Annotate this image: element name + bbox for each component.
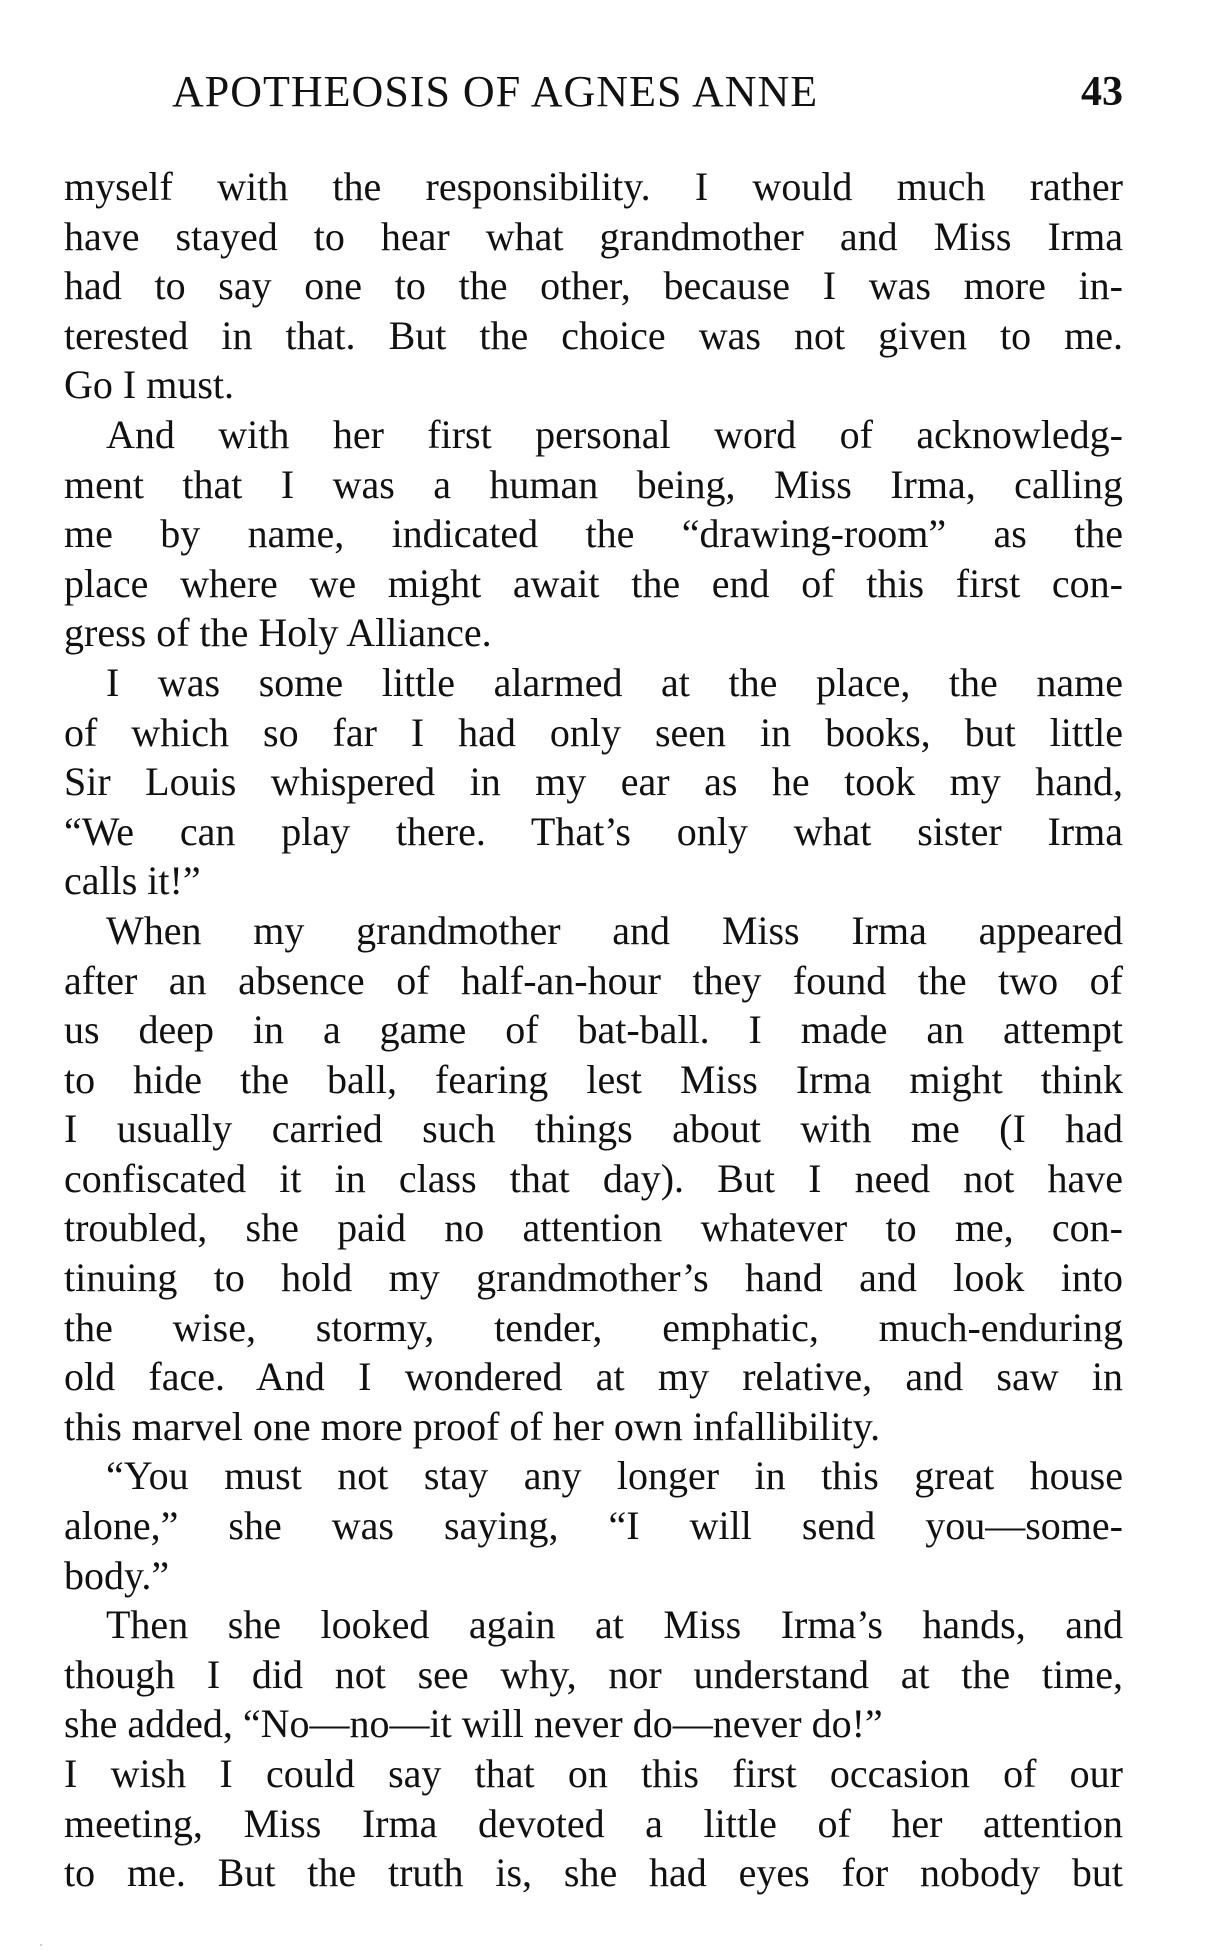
text-line: body.”: [64, 1552, 170, 1598]
text-line: though I did not see why, nor understand at the time,: [64, 1651, 1123, 1697]
text-line: the wise, stormy, tender, emphatic, much-enduring: [64, 1304, 1123, 1350]
text-line: confiscated it in class that day). But I need not have: [64, 1155, 1123, 1201]
text-line: ment that I was a human being, Miss Irma, calling: [64, 461, 1123, 507]
text-line: have stayed to hear what grandmother and Miss Irma: [64, 213, 1123, 259]
text-line: calls it!”: [64, 858, 201, 904]
paragraph-first-line: Then she looked again at Miss Irma’s hands, and: [106, 1602, 1123, 1648]
page-header: [64, 62, 1123, 122]
scan-speck: [40, 1944, 42, 1946]
text-line: after an absence of half-an-hour they found the two of: [64, 957, 1123, 1003]
text-line: troubled, she paid no attention whatever to me, con-: [64, 1205, 1123, 1251]
text-line: tinuing to hold my grandmother’s hand and look into: [64, 1255, 1123, 1301]
text-line: gress of the Holy Alliance.: [64, 610, 492, 656]
paragraph-first-line: I was some little alarmed at the place, the name: [106, 659, 1123, 705]
text-line: I usually carried such things about with me (I had: [64, 1106, 1123, 1152]
text-line: had to say one to the other, because I was more in-: [64, 263, 1123, 309]
paragraph-first-line: When my grandmother and Miss Irma appeared: [106, 907, 1123, 953]
text-line: alone,” she was saying, “I will send you—some-: [64, 1503, 1123, 1549]
text-line: to me. But the truth is, she had eyes for nobody but: [64, 1850, 1123, 1896]
page-number: 43: [1081, 69, 1123, 115]
text-line: terested in that. But the choice was not given to me.: [64, 312, 1123, 358]
body-text: [64, 162, 1123, 1898]
text-line: “We can play there. That’s only what sister Irma: [64, 808, 1123, 854]
paragraph-first-line: And with her first personal word of acknowledg-: [106, 411, 1123, 457]
text-line: old face. And I wondered at my relative, and saw in: [64, 1354, 1123, 1400]
text-line: I wish I could say that on this first occasion of our: [64, 1751, 1123, 1796]
text-line: myself with the responsibility. I would much rather: [64, 164, 1123, 209]
running-title: APOTHEOSIS OF AGNES ANNE: [172, 67, 819, 116]
text-line: us deep in a game of bat-ball. I made an attempt: [64, 1007, 1123, 1053]
text-line: place where we might await the end of this first con-: [64, 560, 1123, 606]
text-line: this marvel one more proof of her own infallibility.: [64, 1403, 881, 1449]
text-line: to hide the ball, fearing lest Miss Irma might think: [64, 1056, 1123, 1102]
paragraph-first-line: “You must not stay any longer in this great house: [106, 1453, 1123, 1499]
text-line: she added, “No—no—it will never do—never do!”: [64, 1701, 883, 1747]
text-line: Sir Louis whispered in my ear as he took my hand,: [64, 759, 1123, 805]
text-line: meeting, Miss Irma devoted a little of her attention: [64, 1800, 1123, 1846]
text-line: of which so far I had only seen in books, but little: [64, 709, 1123, 755]
text-line: me by name, indicated the “drawing-room” as the: [64, 511, 1123, 557]
text-line: Go I must.: [64, 362, 234, 408]
